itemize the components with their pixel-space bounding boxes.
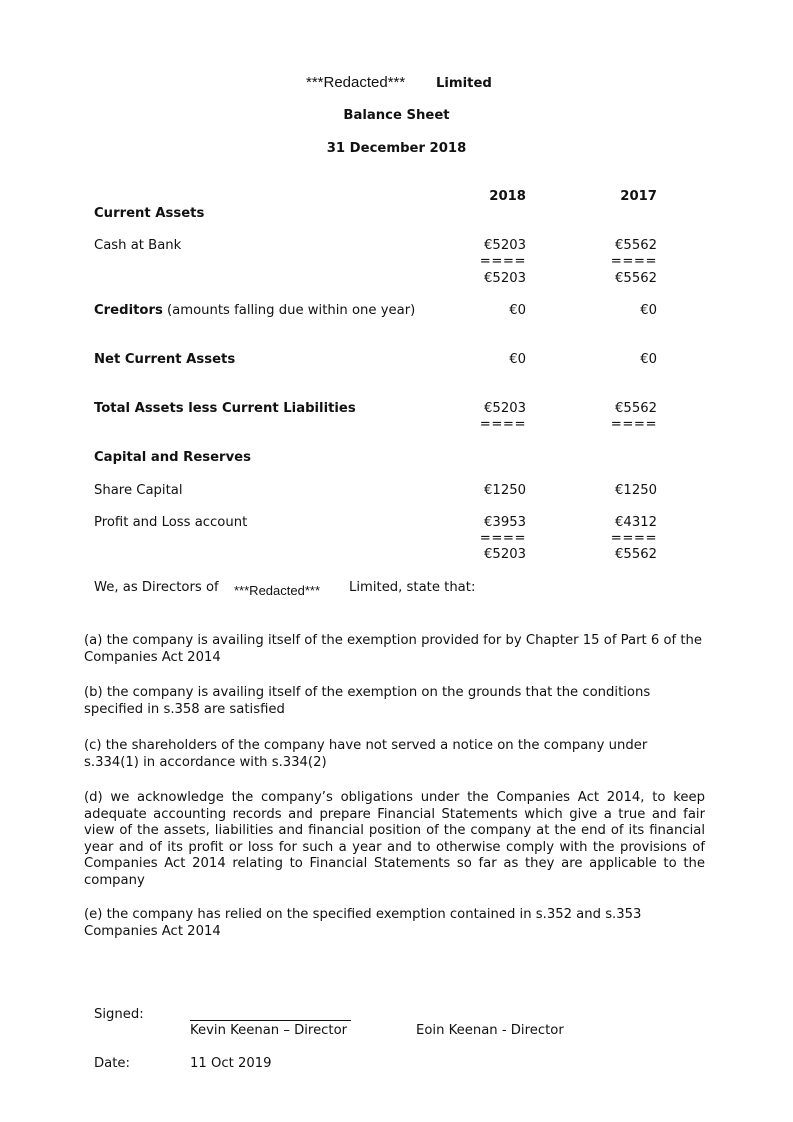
row-label-share-capital: Share Capital xyxy=(94,483,183,498)
share-capital-2018: €1250 xyxy=(484,483,526,498)
capital-total-2018: €5203 xyxy=(484,547,526,562)
row-label-cash-at-bank: Cash at Bank xyxy=(94,238,182,253)
creditors-2017: €0 xyxy=(640,303,657,318)
paragraph-d: (d) we acknowledge the company’s obligations under the Companies Act 2014, to keep adequate accounting records and prepare Financial Statements which give a true and fair view of the assets, liabilities and financial position of the company at the end of its financial year and of its profit or loss for such a year and to otherwise comply with the provisions of Companies Act 2014 relating to Financial Statements so far as they are applicable to the company xyxy=(84,790,705,888)
net-current-assets-2017: €0 xyxy=(640,352,657,367)
section-current-assets: Current Assets xyxy=(94,206,205,221)
current-assets-total-2018: €5203 xyxy=(484,271,526,286)
company-suffix: Limited xyxy=(436,76,492,91)
creditors-note: (amounts falling due within one year) xyxy=(162,303,416,318)
cash-at-bank-2018: €5203 xyxy=(484,238,526,253)
cash-at-bank-2017: €5562 xyxy=(615,238,657,253)
creditors-label: Creditors xyxy=(94,303,163,318)
profit-loss-2018: €3953 xyxy=(484,515,526,530)
net-current-assets-2018: €0 xyxy=(509,352,526,367)
paragraph-b: (b) the company is availing itself of the exemption on the grounds that the conditions specified in s.358 are satisfied xyxy=(84,685,651,717)
date-label: Date: xyxy=(94,1056,130,1071)
row-label-net-current-assets: Net Current Assets xyxy=(94,352,236,367)
total-assets-2018: €5203 xyxy=(484,401,526,416)
profit-loss-2017: €4312 xyxy=(615,515,657,530)
total-assets-2017: €5562 xyxy=(615,401,657,416)
separator-2017: ==== xyxy=(610,531,657,546)
statement-company-redacted: ***Redacted*** xyxy=(234,583,321,598)
current-assets-total-2017: €5562 xyxy=(615,271,657,286)
signed-date: 11 Oct 2019 xyxy=(190,1056,272,1071)
paragraph-e: (e) the company has relied on the specified exemption contained in s.352 and s.353 Companies Act 2014 xyxy=(84,907,642,939)
capital-total-2017: €5562 xyxy=(615,547,657,562)
section-capital-reserves: Capital and Reserves xyxy=(94,450,251,465)
director-2-name: Eoin Keenan - Director xyxy=(416,1023,564,1038)
statement-suffix: Limited, state that: xyxy=(349,580,476,595)
director-1-name: Kevin Keenan – Director xyxy=(190,1023,348,1038)
statement-prefix: We, as Directors of xyxy=(94,580,219,595)
row-label-profit-loss: Profit and Loss account xyxy=(94,515,248,530)
separator-2018: ==== xyxy=(479,531,526,546)
document-date: 31 December 2018 xyxy=(326,141,467,156)
signature-line xyxy=(190,1020,351,1021)
paragraph-c: (c) the shareholders of the company have not served a notice on the company under s.334(1) in accordance with s.334(2) xyxy=(84,738,648,770)
separator-2017: ==== xyxy=(610,417,657,432)
creditors-2018: €0 xyxy=(509,303,526,318)
paragraph-a: (a) the company is availing itself of the exemption provided for by Chapter 15 of Part 6 of the Companies Act 2014 xyxy=(84,633,703,665)
separator-2018: ==== xyxy=(479,417,526,432)
column-header-2018: 2018 xyxy=(489,189,526,204)
share-capital-2017: €1250 xyxy=(615,483,657,498)
separator-2017: ==== xyxy=(610,254,657,269)
company-name-redacted: ***Redacted*** xyxy=(306,74,406,91)
row-label-total-assets: Total Assets less Current Liabilities xyxy=(94,401,356,416)
document-title: Balance Sheet xyxy=(343,108,450,123)
signed-label: Signed: xyxy=(94,1007,144,1022)
row-label-creditors xyxy=(94,303,415,318)
separator-2018: ==== xyxy=(479,254,526,269)
column-header-2017: 2017 xyxy=(620,189,657,204)
